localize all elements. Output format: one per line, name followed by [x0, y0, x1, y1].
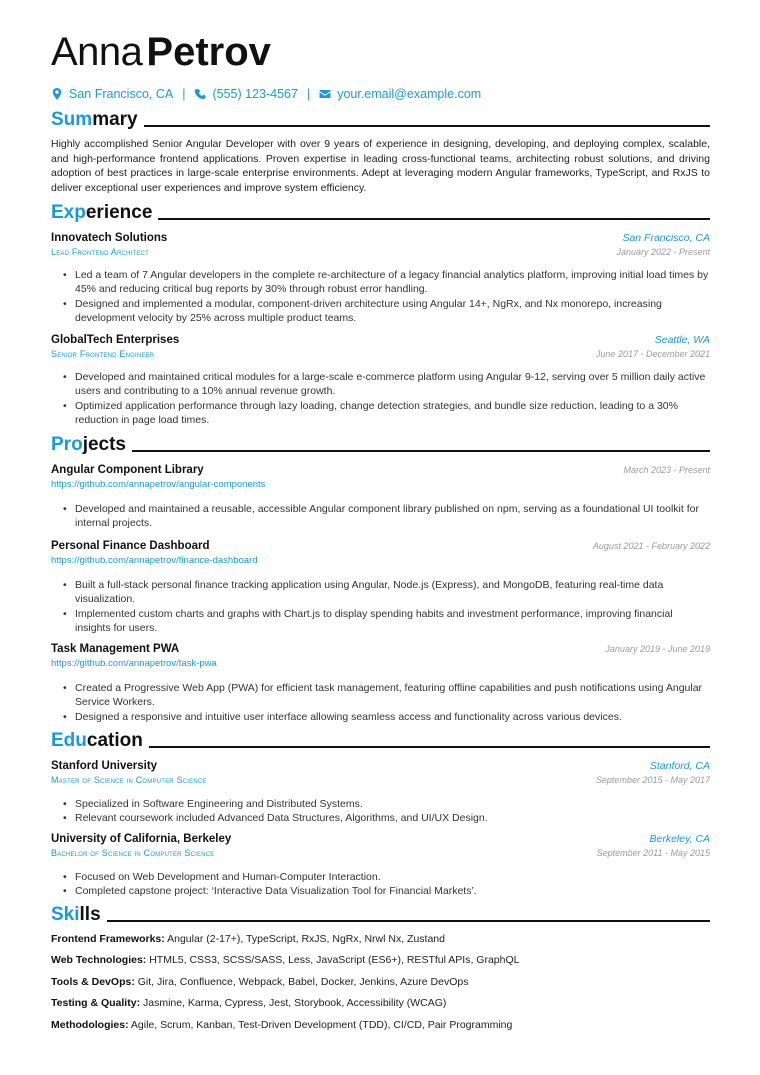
contact-separator: |	[306, 87, 311, 101]
skill-row	[51, 996, 710, 1010]
list-item: • Specialized in Software Engineering and Distributed Systems.	[63, 797, 710, 811]
school-name: Stanford University	[51, 760, 158, 772]
education-heading	[51, 730, 710, 752]
section-title: Skills	[51, 904, 101, 925]
list-item: • Built a full-stack personal finance tracking application using Angular, Node.js (Express), and MongoDB, featuring real-time data visualization.	[63, 578, 710, 607]
envelope-icon	[319, 88, 331, 100]
project-link[interactable]: https://github.com/annapetrov/finance-dashboard	[51, 555, 258, 566]
experience-bullets	[63, 268, 710, 325]
skill-value: Jasmine, Karma, Cypress, Jest, Storybook, Accessibility (WCAG)	[142, 997, 447, 1009]
section-rule	[132, 450, 710, 452]
project-name: Angular Component Library	[51, 464, 204, 476]
job-dates: January 2022 - Present	[616, 247, 710, 257]
skill-label: Frontend Frameworks:	[51, 933, 165, 945]
school-location: Stanford, CA	[649, 760, 710, 772]
project-bullets	[63, 681, 710, 724]
school-name: University of California, Berkeley	[51, 833, 232, 845]
section-rule	[158, 218, 710, 220]
skill-value: Agile, Scrum, Kanban, Test-Driven Development (TDD), CI/CD, Pair Programming	[130, 1019, 513, 1031]
skill-label: Tools & DevOps:	[51, 976, 135, 988]
list-item: • Completed capstone project: ‘Interactive Data Visualization Tool for Financial Markets’.	[63, 884, 710, 898]
phone-icon	[194, 88, 206, 100]
education-bullets	[63, 870, 710, 899]
skill-value: HTML5, CSS3, SCSS/SASS, Less, JavaScript (ES6+), RESTful APIs, GraphQL	[149, 954, 520, 966]
last-name: Petrov	[146, 30, 271, 74]
job-title: Senior Frontend Engineer	[51, 349, 155, 359]
degree: Bachelor of Science in Computer Science	[51, 848, 215, 858]
skill-row	[51, 975, 710, 989]
summary-text: Highly accomplished Senior Angular Developer with over 9 years of experience in designing, developing, and deploying complex, scalable, and high-performance frontend applications. Proven expertise in leading cross-functional teams, architecting robust solutions, and driving adoption of best practices in large-scale enterprise environments. Adept at leveraging modern Angular frameworks, TypeScript, and RxJS to deliver exceptional user experiences and improve system efficiency.	[51, 138, 710, 194]
project-name: Task Management PWA	[51, 643, 180, 655]
summary-heading	[51, 109, 710, 131]
skill-row	[51, 1018, 710, 1032]
first-name: Anna	[51, 30, 143, 74]
list-item: • Relevant coursework included Advanced Data Structures, Algorithms, and UI/UX Design.	[63, 811, 710, 825]
map-marker-icon	[51, 88, 63, 100]
section-title: Education	[51, 730, 143, 751]
experience-heading	[51, 202, 710, 224]
project-bullets	[63, 502, 710, 531]
contact-separator: |	[182, 87, 186, 101]
contact-location	[51, 87, 173, 101]
skill-row	[51, 932, 710, 946]
list-item: • Designed and implemented a modular, component-driven architecture using Angular 14+, NgRx, and Nx monorepo, increasing development velocity by 25% across multiple product teams.	[63, 297, 710, 326]
list-item: • Developed and maintained a reusable, accessible Angular component library published on npm, serving as a foundational UI toolkit for internal projects.	[63, 502, 710, 531]
job-dates: June 2017 - December 2021	[595, 349, 710, 359]
section-rule	[149, 746, 710, 748]
list-item: • Optimized application performance through lazy loading, change detection strategies, and bundle size reduction, leading to a 30% reduction in page load times.	[63, 399, 710, 428]
section-rule	[144, 125, 710, 127]
list-item: • Designed a responsive and intuitive user interface allowing seamless access and functionality across various devices.	[63, 710, 710, 724]
education-dates: September 2011 - May 2015	[596, 848, 710, 858]
section-title: Projects	[51, 434, 126, 455]
project-link[interactable]: https://github.com/annapetrov/task-pwa	[51, 658, 217, 669]
list-item: • Focused on Web Development and Human-Computer Interaction.	[63, 870, 710, 884]
project-dates: August 2021 - February 2022	[592, 541, 710, 551]
section-title: Summary	[51, 109, 138, 130]
project-name: Personal Finance Dashboard	[51, 540, 210, 552]
skills-heading	[51, 904, 710, 926]
skill-label: Testing & Quality:	[51, 997, 141, 1009]
school-location: Berkeley, CA	[649, 833, 710, 845]
project-bullets	[63, 578, 710, 635]
company-name: Innovatech Solutions	[51, 232, 168, 244]
experience-bullets	[63, 370, 710, 427]
skill-value: Git, Jira, Confluence, Webpack, Babel, Docker, Jenkins, Azure DevOps	[137, 976, 469, 988]
skill-row	[51, 953, 710, 967]
skill-label: Methodologies:	[51, 1019, 129, 1031]
company-name: GlobalTech Enterprises	[51, 334, 180, 346]
list-item: • Created a Progressive Web App (PWA) for efficient task management, featuring offline capabilities and push notifications using Angular Service Workers.	[63, 681, 710, 710]
email-link[interactable]: your.email@example.com	[337, 87, 482, 101]
skill-label: Web Technologies:	[51, 954, 147, 966]
contact-line	[51, 85, 481, 103]
list-item: • Implemented custom charts and graphs with Chart.js to display spending habits and investment performance, improving financial insights for users.	[63, 607, 710, 636]
job-location: Seattle, WA	[654, 334, 710, 346]
candidate-name	[51, 30, 271, 74]
section-rule	[107, 920, 710, 922]
degree: Master of Science in Computer Science	[51, 775, 207, 785]
location-text: San Francisco, CA	[69, 87, 174, 101]
contact-email[interactable]	[319, 87, 481, 101]
job-title: Lead Frontend Architect	[51, 247, 149, 257]
projects-heading	[51, 434, 710, 456]
project-link[interactable]: https://github.com/annapetrov/angular-components	[51, 479, 266, 490]
list-item: • Developed and maintained critical modules for a large-scale e-commerce platform using Angular 9-12, serving over 5 million daily active users and contributing to a 10% annual revenue growth.	[63, 370, 710, 399]
project-dates: March 2023 - Present	[623, 465, 710, 475]
phone-text[interactable]: (555) 123-4567	[212, 87, 298, 101]
skill-value: Angular (2-17+), TypeScript, RxJS, NgRx, Nrwl Nx, Zustand	[167, 933, 445, 945]
section-title: Experience	[51, 202, 153, 223]
list-item: • Led a team of 7 Angular developers in the complete re-architecture of a legacy financial analytics platform, improving initial load times by 45% and reducing critical bug reports by 30% through robust error handling.	[63, 268, 710, 297]
contact-phone[interactable]	[194, 87, 297, 101]
project-dates: January 2019 - June 2019	[605, 644, 710, 654]
job-location: San Francisco, CA	[622, 232, 710, 244]
education-bullets	[63, 797, 710, 826]
education-dates: September 2015 - May 2017	[595, 775, 710, 785]
